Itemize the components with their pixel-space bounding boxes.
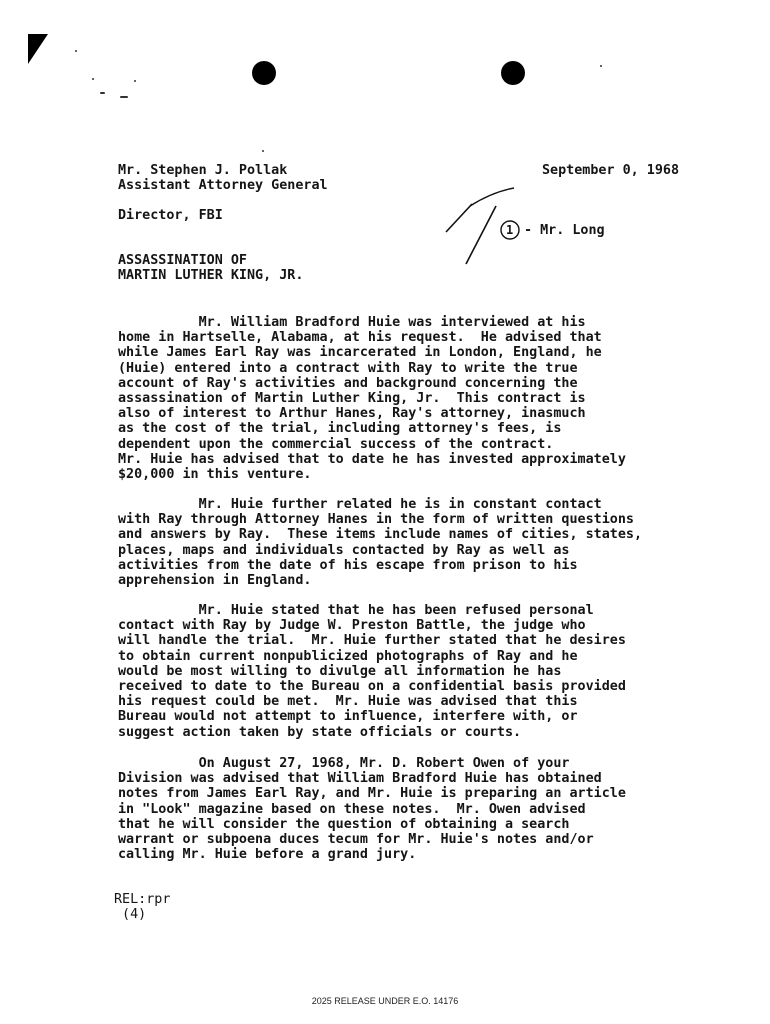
paragraph-4: [118, 756, 718, 862]
paragraph-line: home in Hartselle, Alabama, at his request. He advised that: [118, 330, 602, 346]
copy-count: (4): [114, 907, 147, 922]
paragraph-line: and answers by Ray. These items include names of cities, states,: [118, 527, 643, 543]
corner-mark: [28, 34, 48, 64]
paragraph-line: contact with Ray by Judge W. Preston Battle, the judge who: [118, 618, 586, 634]
release-footer: 2025 RELEASE UNDER E.O. 14176: [311, 996, 459, 1006]
punch-hole-right: [501, 61, 525, 85]
paragraph-line: Mr. William Bradford Huie was interviewed at his: [118, 315, 586, 330]
paragraph-line: dependent upon the commercial success of the contract.: [118, 436, 554, 452]
recipient-title: Assistant Attorney General: [118, 178, 328, 193]
cc-recipient: - Mr. Long: [524, 223, 605, 238]
paragraph-line: Bureau would not attempt to influence, interfere with, or: [118, 709, 578, 725]
paragraph-line: (Huie) entered into a contract with Ray to write the true: [118, 360, 578, 376]
cc-number: 1: [506, 223, 514, 237]
paragraph-line: also of interest to Arthur Hanes, Ray's attorney, inasmuch: [118, 406, 586, 422]
letter-date: September 0, 1968: [542, 163, 680, 178]
paragraph-line: with Ray through Attorney Hanes in the form of written questions: [118, 512, 634, 528]
paragraph-line: places, maps and individuals contacted by Ray as well as: [118, 542, 570, 558]
paragraph-line: warrant or subpoena duces tecum for Mr. Huie's notes and/or: [118, 832, 594, 848]
paragraph-2: [118, 497, 718, 588]
paragraph-line: Mr. Huie further related he is in constant contact: [118, 497, 602, 512]
paragraph-line: $20,000 in this venture.: [118, 467, 312, 483]
paragraph-line: account of Ray's activities and background concerning the: [118, 375, 578, 391]
paragraph-line: would be most willing to divulge all information he has: [118, 663, 562, 679]
paragraph-line: will handle the trial. Mr. Huie further stated that he desires: [118, 633, 626, 649]
paragraph-line: Mr. Huie stated that he has been refused personal: [118, 603, 594, 618]
paragraph-line: Mr. Huie has advised that to date he has invested approximately: [118, 451, 626, 467]
paragraph-line: On August 27, 1968, Mr. D. Robert Owen of your: [118, 756, 570, 771]
paragraph-line: calling Mr. Huie before a grand jury.: [118, 847, 417, 863]
scan-speck: [120, 96, 128, 98]
paragraph-line: his request could be met. Mr. Huie was advised that this: [118, 694, 578, 710]
paragraph-line: suggest action taken by state officials or courts.: [118, 724, 522, 740]
scan-speck: [92, 78, 94, 80]
handwritten-slash-mark: [440, 186, 530, 270]
punch-hole-left: [252, 61, 276, 85]
paragraph-line: that he will consider the question of obtaining a search: [118, 816, 570, 832]
scan-speck: [75, 50, 77, 52]
scan-speck: [100, 92, 105, 94]
paragraph-1: [118, 315, 718, 482]
paragraph-line: received to date to the Bureau on a confidential basis provided: [118, 679, 626, 695]
paragraph-line: in "Look" magazine based on these notes. Mr. Owen advised: [118, 801, 586, 817]
sender: Director, FBI: [118, 208, 223, 223]
paragraph-line: notes from James Earl Ray, and Mr. Huie is preparing an article: [118, 786, 626, 802]
paragraph-line: Division was advised that William Bradford Huie has obtained: [118, 771, 602, 787]
paragraph-line: while James Earl Ray was incarcerated in London, England, he: [118, 345, 602, 361]
subject-line-2: MARTIN LUTHER KING, JR.: [118, 268, 304, 283]
recipient-name: Mr. Stephen J. Pollak: [118, 163, 288, 178]
scan-speck: [134, 80, 136, 82]
typist-initials: REL:rpr: [114, 892, 171, 907]
paragraph-line: activities from the date of his escape from prison to his: [118, 557, 578, 573]
subject-line-1: ASSASSINATION OF: [118, 253, 247, 268]
scan-speck: [262, 150, 264, 152]
paragraph-line: to obtain current nonpublicized photographs of Ray and he: [118, 648, 578, 664]
paragraph-3: [118, 603, 718, 740]
scan-speck: [600, 65, 602, 67]
paragraph-line: apprehension in England.: [118, 573, 312, 589]
paragraph-line: assassination of Martin Luther King, Jr. This contract is: [118, 391, 586, 407]
paragraph-line: as the cost of the trial, including attorney's fees, is: [118, 421, 562, 437]
